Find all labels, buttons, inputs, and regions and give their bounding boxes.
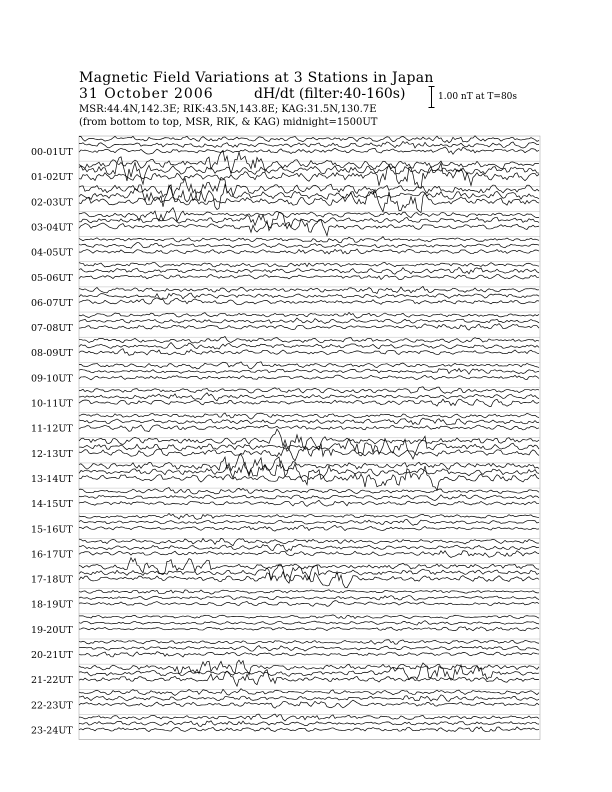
trace-rik xyxy=(79,520,539,526)
station-order-note: (from bottom to top, MSR, RIK, & KAG) midnight=1500UT xyxy=(79,117,378,128)
hour-label: 10-11UT xyxy=(31,398,73,410)
trace-kag xyxy=(79,488,539,494)
trace-msr xyxy=(79,500,539,506)
trace-rik xyxy=(79,418,539,425)
trace-kag xyxy=(79,640,539,645)
trace-msr xyxy=(79,147,539,154)
trace-rik xyxy=(79,267,539,274)
trace-kag xyxy=(79,714,539,721)
trace-kag xyxy=(79,336,539,343)
trace-msr xyxy=(79,190,539,213)
trace-rik xyxy=(79,243,539,249)
trace-kag xyxy=(79,136,539,143)
trace-rik xyxy=(79,663,539,680)
trace-kag xyxy=(79,387,539,394)
chart-quantity: dH/dt (filter:40-160s) xyxy=(254,86,406,102)
trace-rik xyxy=(79,595,539,600)
hour-label: 01-02UT xyxy=(31,172,73,184)
hour-label: 12-13UT xyxy=(31,448,73,460)
hour-label: 14-15UT xyxy=(31,499,73,511)
trace-msr xyxy=(79,525,539,531)
trace-rik xyxy=(79,393,539,401)
hour-label: 00-01UT xyxy=(31,147,73,158)
trace-msr xyxy=(79,298,539,305)
trace-msr xyxy=(79,700,539,708)
hour-label: 18-19UT xyxy=(31,599,73,611)
hour-label: 17-18UT xyxy=(31,574,73,586)
trace-kag xyxy=(79,362,539,369)
trace-kag xyxy=(79,590,539,594)
trace-msr xyxy=(79,727,539,732)
trace-kag xyxy=(79,208,539,222)
trace-msr xyxy=(79,466,539,490)
hour-label: 15-16UT xyxy=(31,524,73,536)
trace-rik xyxy=(79,544,539,551)
trace-msr xyxy=(79,627,539,631)
trace-kag xyxy=(79,538,539,545)
trace-msr xyxy=(79,399,539,406)
hour-label: 04-05UT xyxy=(31,247,73,259)
hour-label: 20-21UT xyxy=(31,650,73,661)
hour-label: 09-10UT xyxy=(31,373,73,385)
trace-msr xyxy=(79,324,539,331)
trace-kag xyxy=(79,513,539,519)
trace-msr xyxy=(79,551,539,558)
trace-rik xyxy=(79,621,539,625)
trace-msr xyxy=(79,375,539,380)
hour-label: 13-14UT xyxy=(31,473,73,485)
hour-label: 03-04UT xyxy=(31,222,73,234)
hour-label: 16-17UT xyxy=(31,549,73,561)
chart-title: Magnetic Field Variations at 3 Stations in Japan xyxy=(79,70,434,86)
hour-label: 02-03UT xyxy=(31,197,73,209)
trace-rik xyxy=(79,157,539,184)
trace-kag xyxy=(79,689,539,696)
trace-kag xyxy=(79,660,539,675)
trace-rik xyxy=(79,343,539,349)
trace-kag xyxy=(79,286,539,293)
hour-label: 23-24UT xyxy=(31,725,73,737)
trace-rik xyxy=(79,141,539,148)
trace-rik xyxy=(79,318,539,323)
hour-label: 07-08UT xyxy=(31,323,73,335)
trace-rik xyxy=(79,646,539,651)
scale-label: 1.00 nT at T=80s xyxy=(438,92,518,102)
chart-date: 31 October 2006 xyxy=(79,86,214,102)
station-coordinates: MSR:44.4N,142.3E; RIK:43.5N,143.8E; KAG:31.5N,130.7E xyxy=(79,104,377,115)
trace-rik xyxy=(79,721,539,727)
trace-kag xyxy=(79,237,539,243)
trace-kag xyxy=(79,413,539,419)
trace-rik xyxy=(79,495,539,501)
trace-msr xyxy=(79,274,539,279)
trace-kag xyxy=(79,615,539,619)
hour-label: 06-07UT xyxy=(31,297,73,309)
trace-rik xyxy=(79,293,539,300)
hour-label: 08-09UT xyxy=(31,348,73,360)
trace-rik xyxy=(79,369,539,375)
trace-rik xyxy=(79,695,539,701)
trace-rik xyxy=(79,564,539,583)
hour-label: 19-20UT xyxy=(31,624,73,636)
trace-msr xyxy=(79,249,539,254)
hour-label: 21-22UT xyxy=(31,675,73,687)
hour-label: 22-23UT xyxy=(31,700,73,712)
trace-msr xyxy=(79,601,539,607)
trace-msr xyxy=(79,349,539,356)
trace-kag xyxy=(79,263,539,268)
trace-kag xyxy=(79,312,539,318)
trace-msr xyxy=(79,425,539,432)
trace-msr xyxy=(79,652,539,657)
hour-label: 11-12UT xyxy=(31,423,73,435)
trace-rik xyxy=(79,185,539,210)
hour-label: 05-06UT xyxy=(31,272,73,284)
